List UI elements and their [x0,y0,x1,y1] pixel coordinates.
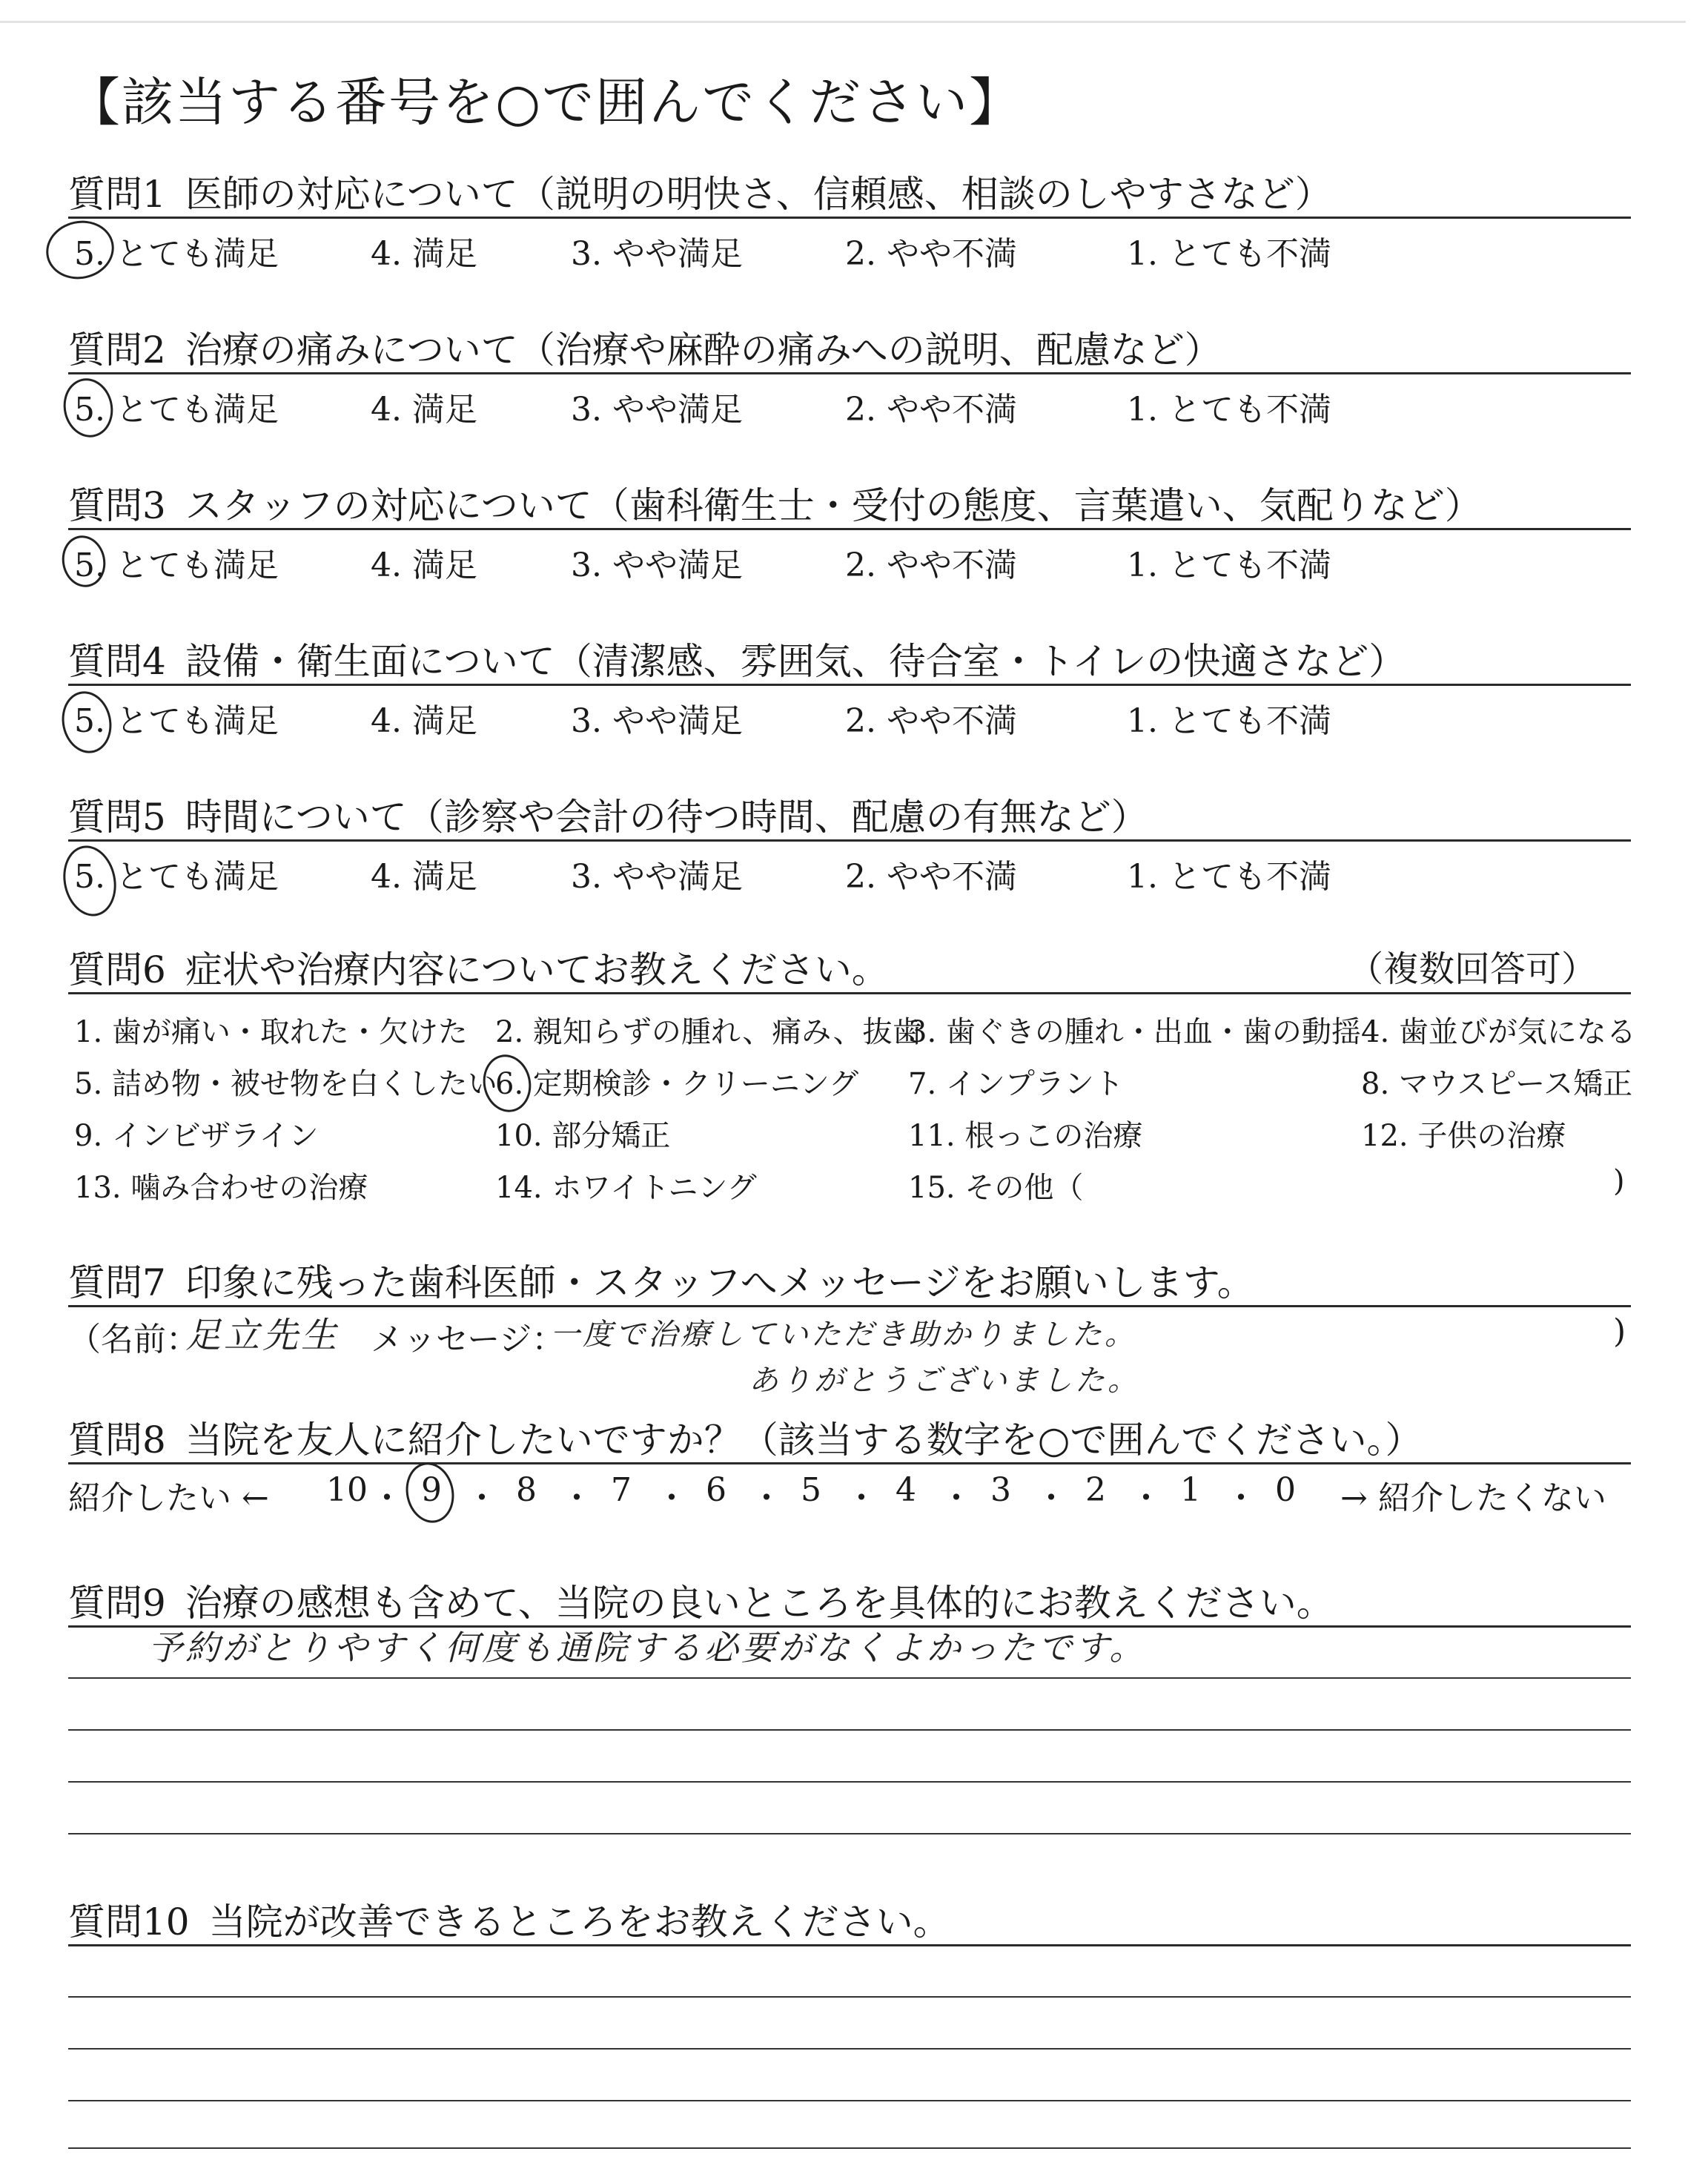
q6-text: 症状や治療内容についてお教えください。 [185,948,889,991]
q8-scale-separator: ・ [466,1479,498,1517]
q9-text: 治療の感想も含めて、当院の良いところを具体的にお教えください。 [185,1582,1334,1625]
q10-answer-line [68,2048,1631,2050]
q10-title [68,1892,950,1946]
q3-option-3[interactable]: 3. やや満足 [571,546,743,584]
q5-option-4[interactable]: 4. 満足 [371,858,477,896]
q8-scale-separator: ・ [845,1479,878,1517]
q2-text: 治療の痛みについて（治療や麻酔の痛みへの説明、配慮など） [185,328,1222,371]
q2-option-4[interactable]: 4. 満足 [371,391,477,429]
q4-title [68,632,1406,685]
q9-number: 質問9 [68,1582,166,1625]
q8-rule [68,1462,1631,1464]
q6-option-14[interactable]: 14. ホワイトニング [495,1171,757,1205]
q3-option-1[interactable]: 1. とても不満 [1127,546,1331,584]
q2-option-3[interactable]: 3. やや満足 [571,391,743,429]
q8-right-label: → 紹介したくない [1340,1479,1606,1517]
q6-option-15[interactable]: 15. その他（ [908,1171,1084,1205]
q7-message-label: メッセージ： [371,1321,565,1358]
q8-scale-value[interactable]: 3 [990,1471,1011,1509]
q1-selection-circle [41,214,119,285]
q3-rule [68,528,1631,530]
q8-scale-separator: ・ [1225,1479,1257,1517]
q6-number: 質問6 [68,948,166,991]
q8-scale-value[interactable]: 2 [1085,1471,1106,1509]
q9-answer[interactable]: 予約がとりやすく何度も通院する必要がなくよかったです。 [148,1628,1147,1668]
q8-scale-value[interactable]: 5 [801,1471,821,1509]
q10-number: 質問10 [68,1900,190,1943]
q8-scale-value[interactable]: 8 [516,1471,537,1509]
q9-answer-line [68,1781,1631,1783]
q8-scale-separator: ・ [1035,1479,1068,1517]
q6-option-10[interactable]: 10. 部分矯正 [495,1119,671,1153]
q4-option-2[interactable]: 2. やや不満 [845,702,1017,740]
q7-name-label: （名前： [68,1321,199,1358]
q10-text: 当院が改善できるところをお教えください。 [208,1900,950,1943]
q1-option-1[interactable]: 1. とても不満 [1127,235,1331,273]
q8-scale-separator: ・ [655,1479,688,1517]
q6-option-9[interactable]: 9. インビザライン [74,1119,319,1153]
q8-scale-separator: ・ [371,1479,403,1517]
q7-number: 質問7 [68,1261,166,1304]
q4-number: 質問4 [68,640,166,683]
q6-option-4[interactable]: 4. 歯並びが気になる [1361,1015,1636,1049]
q7-close-paren: ) [1613,1312,1626,1350]
q5-option-5[interactable]: 5. とても満足 [74,858,279,896]
q8-scale-value[interactable]: 1 [1180,1471,1201,1509]
q6-option-7[interactable]: 7. インプラント [908,1067,1124,1101]
q6-option-15-close: ) [1613,1164,1625,1198]
q8-scale-value[interactable]: 0 [1275,1471,1296,1509]
q3-text: スタッフの対応について（歯科衛生士・受付の態度、言葉遣い、気配りなど） [185,484,1482,527]
q1-text: 医師の対応について（説明の明快さ、信頼感、相談のしやすさなど） [185,173,1332,216]
q4-text: 設備・衛生面について（清潔感、雰囲気、待合室・トイレの快適さなど） [185,640,1406,683]
q2-title [68,320,1222,374]
q8-scale-value[interactable]: 6 [706,1471,726,1509]
q8-scale-separator: ・ [940,1479,973,1517]
q9-answer-line [68,1729,1631,1731]
q2-option-2[interactable]: 2. やや不満 [845,391,1017,429]
q4-option-4[interactable]: 4. 満足 [371,702,477,740]
q6-option-12[interactable]: 12. 子供の治療 [1361,1119,1566,1153]
q7-message-line1[interactable]: 一度で治療していただき助かりました。 [550,1318,1137,1352]
q6-option-3[interactable]: 3. 歯ぐきの腫れ・出血・歯の動揺 [908,1015,1361,1049]
q6-option-1[interactable]: 1. 歯が痛い・取れた・欠けた [74,1015,468,1049]
q5-title [68,787,1148,841]
top-border [0,21,1686,23]
q10-answer-line [68,1996,1631,1998]
q6-option-8[interactable]: 8. マウスピース矯正 [1361,1067,1633,1101]
q9-title [68,1573,1334,1627]
q6-option-11[interactable]: 11. 根っこの治療 [908,1119,1143,1153]
q8-selection-circle [400,1458,460,1527]
q1-number: 質問1 [68,173,166,216]
q5-rule [68,839,1631,842]
q4-option-3[interactable]: 3. やや満足 [571,702,743,740]
q4-option-1[interactable]: 1. とても不満 [1127,702,1331,740]
q8-scale-separator: ・ [1130,1479,1162,1517]
page-title: 【該当する番号を○で囲んでください】 [68,72,1023,133]
q7-text: 印象に残った歯科医師・スタッフへメッセージをお願いします。 [185,1261,1254,1304]
q8-scale-value[interactable]: 4 [896,1471,916,1509]
q5-option-1[interactable]: 1. とても不満 [1127,858,1331,896]
q6-multiple-answers-note: （複数回答可） [1347,948,1597,990]
q9-answer-line [68,1833,1631,1834]
q10-answer-line [68,2100,1631,2101]
q6-option-2[interactable]: 2. 親知らずの腫れ、痛み、抜歯 [495,1015,922,1049]
q3-option-4[interactable]: 4. 満足 [371,546,477,584]
q6-option-6[interactable]: 6. 定期検診・クリーニング [495,1067,859,1101]
q8-scale-separator: ・ [560,1479,593,1517]
q8-left-label: 紹介したい ← [68,1479,269,1517]
q10-answer-line [68,2147,1631,2149]
q1-option-3[interactable]: 3. やや満足 [571,235,743,273]
q10-rule [68,1944,1631,1946]
q1-option-5[interactable]: 5. とても満足 [74,235,279,273]
q9-answer-line [68,1677,1631,1679]
q5-text: 時間について（診察や会計の待つ時間、配慮の有無など） [185,796,1148,839]
q6-option-5[interactable]: 5. 詰め物・被せ物を白くしたい [74,1067,497,1101]
q8-scale-separator: ・ [750,1479,783,1517]
q4-option-5[interactable]: 5. とても満足 [74,702,279,740]
q5-option-3[interactable]: 3. やや満足 [571,858,743,896]
q6-title [68,940,889,994]
q7-name-value[interactable]: 足立先生 [185,1315,340,1356]
q1-title [68,165,1332,218]
q2-rule [68,372,1631,374]
q6-option-13[interactable]: 13. 噛み合わせの治療 [74,1171,368,1205]
q4-rule [68,684,1631,686]
q5-option-2[interactable]: 2. やや不満 [845,858,1017,896]
q8-text: 当院を友人に紹介したいですか？（該当する数字を○で囲んでください。） [185,1418,1423,1462]
q8-scale-value[interactable]: 10 [326,1471,368,1509]
q7-message-line2[interactable]: ありがとうございました。 [749,1364,1140,1398]
q3-option-2[interactable]: 2. やや不満 [845,546,1017,584]
q2-option-1[interactable]: 1. とても不満 [1127,391,1331,429]
q8-title [68,1410,1422,1464]
q1-option-4[interactable]: 4. 満足 [371,235,477,273]
q2-number: 質問2 [68,328,166,371]
q3-option-5[interactable]: 5. とても満足 [74,546,279,584]
q5-number: 質問5 [68,796,166,839]
q6-rule [68,992,1631,994]
q7-title [68,1253,1254,1307]
q8-scale-value[interactable]: 9 [421,1471,442,1509]
q3-number: 質問3 [68,484,166,527]
q2-option-5[interactable]: 5. とても満足 [74,391,279,429]
q8-scale-value[interactable]: 7 [611,1471,632,1509]
q3-title [68,476,1482,529]
q8-number: 質問8 [68,1418,166,1462]
q1-rule [68,217,1631,219]
q1-option-2[interactable]: 2. やや不満 [845,235,1017,273]
